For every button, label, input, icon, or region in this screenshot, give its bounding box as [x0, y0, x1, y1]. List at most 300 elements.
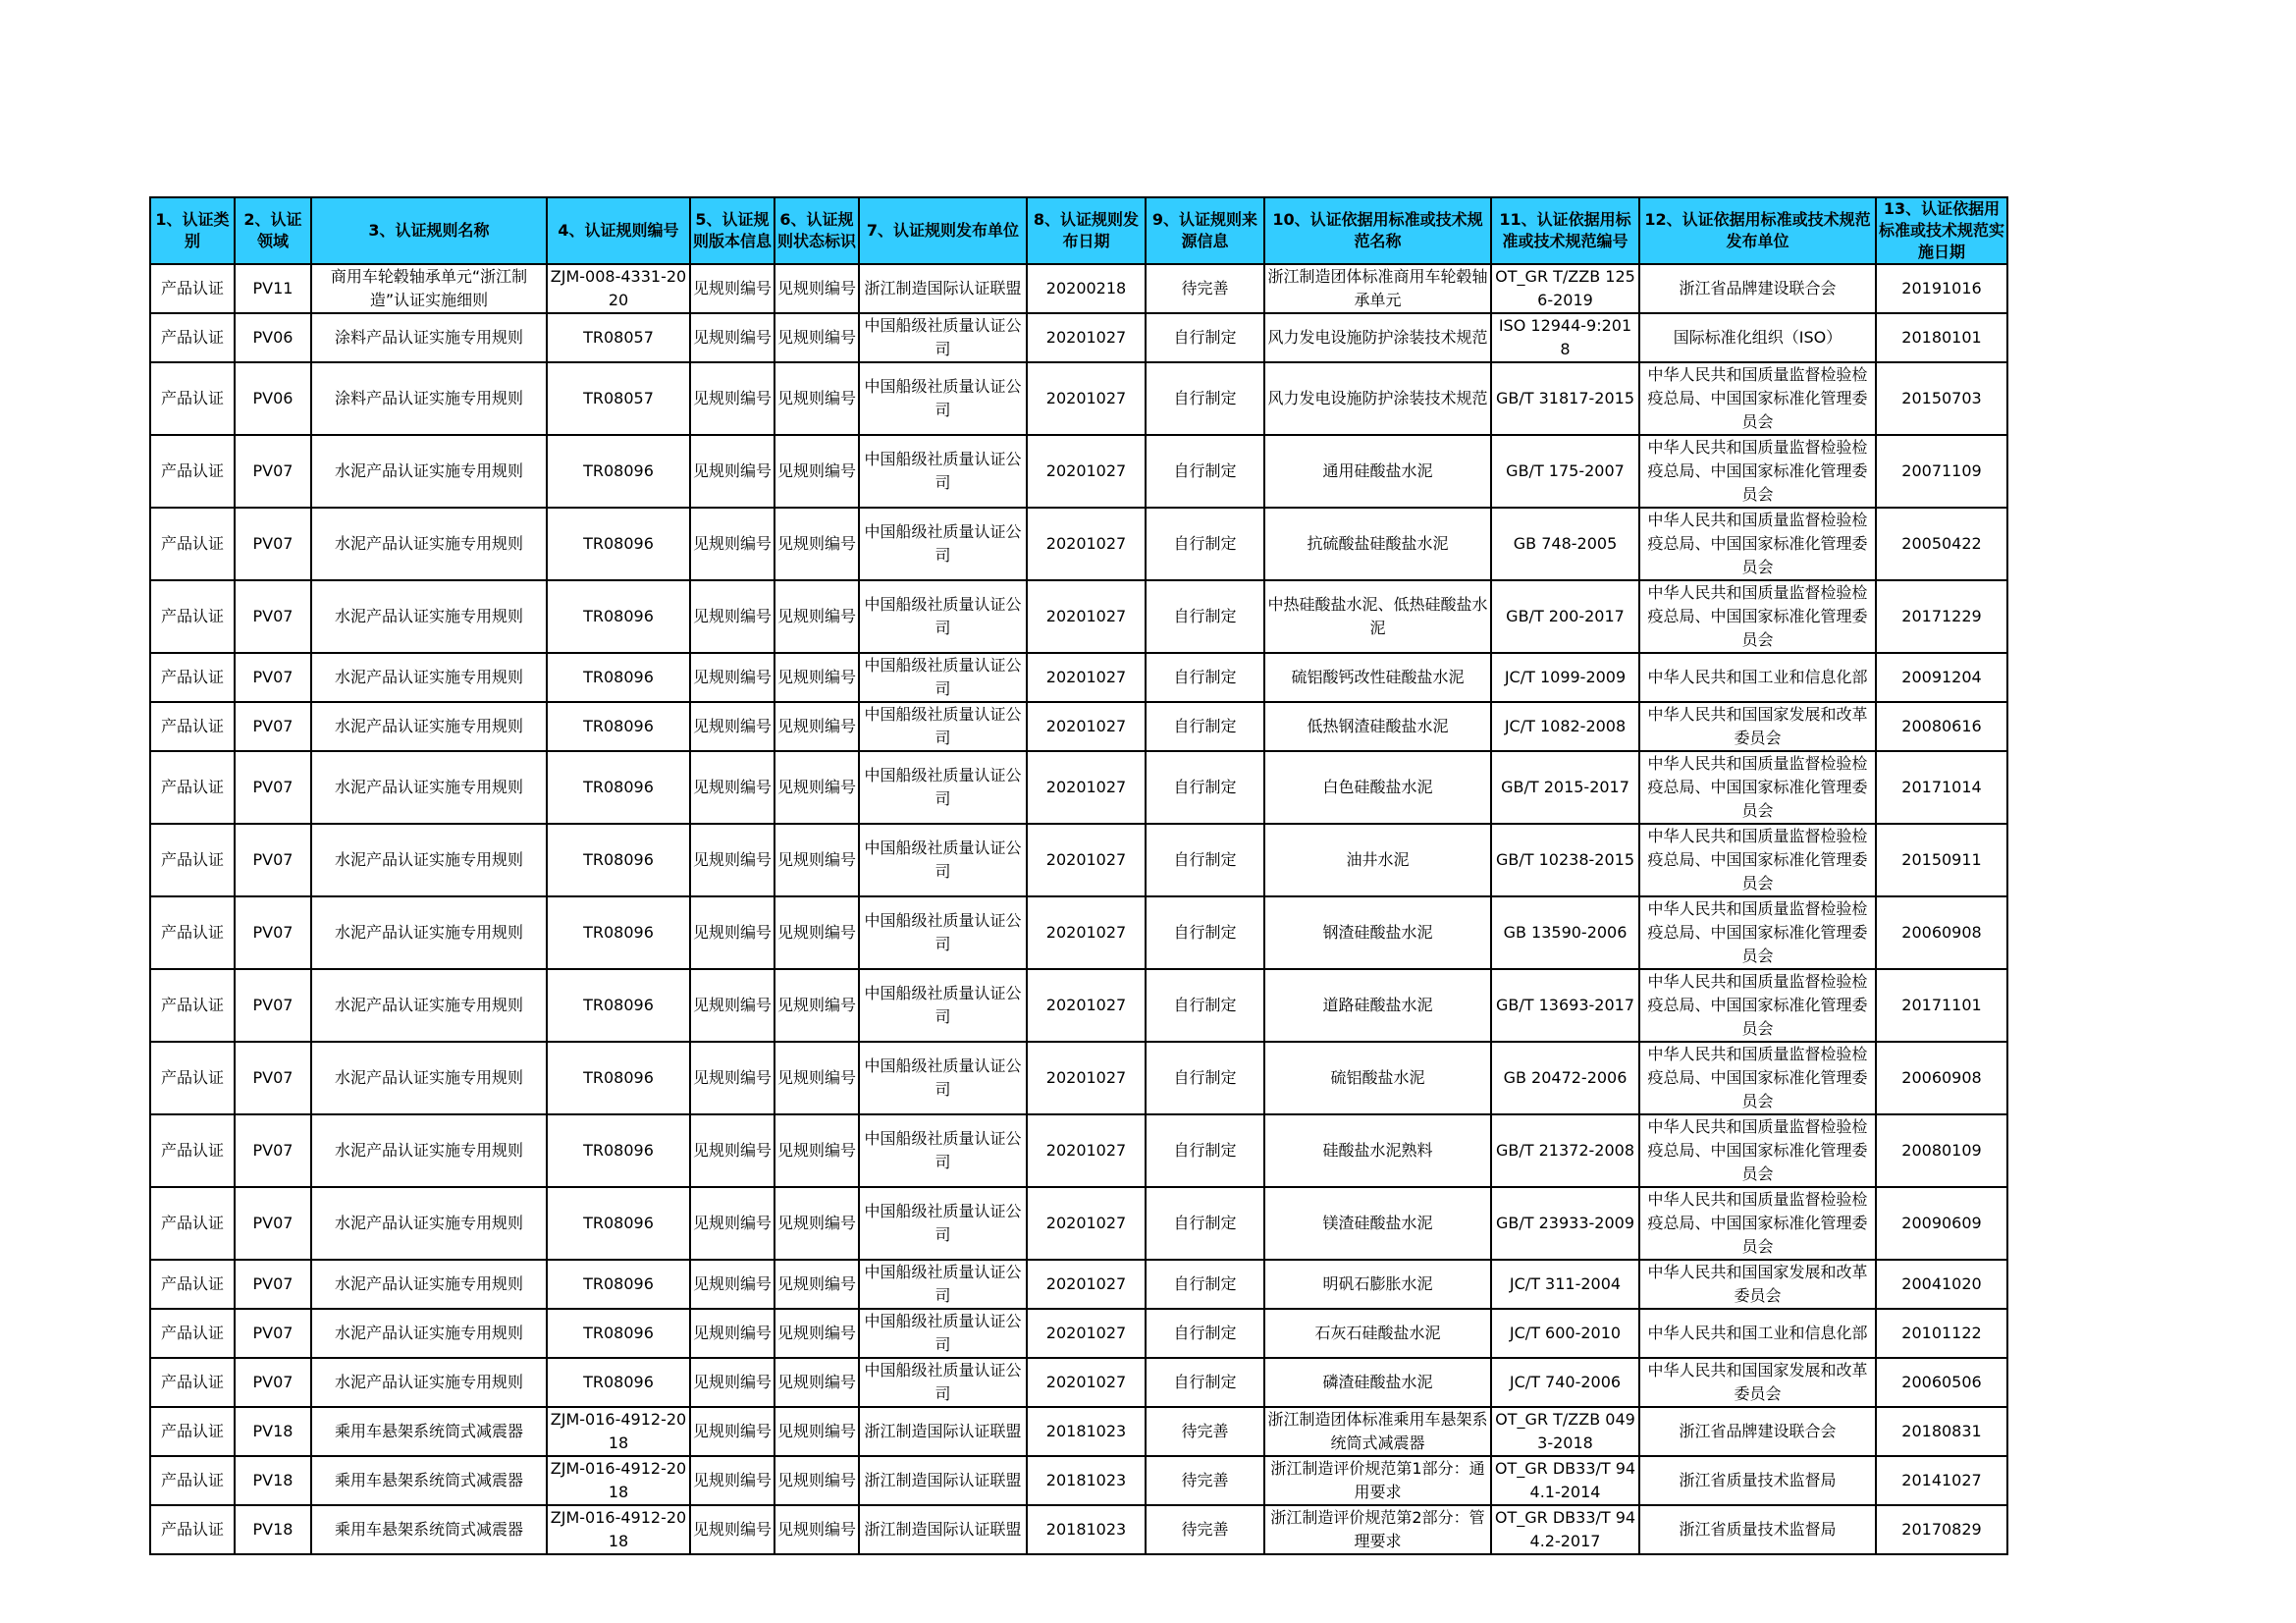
table-cell [690, 313, 774, 362]
cell-text: 20171101 [1901, 996, 1982, 1014]
cell-text: TR08057 [583, 328, 654, 347]
cell-text: 20181023 [1045, 1422, 1127, 1440]
table-cell [1264, 751, 1491, 824]
table-row [150, 264, 2007, 313]
table-cell [1146, 702, 1264, 751]
table-cell [1146, 824, 1264, 896]
cell-text: 20201027 [1045, 923, 1127, 942]
table-cell [1876, 362, 2007, 435]
table-cell [235, 969, 311, 1042]
table-cell [1639, 702, 1876, 751]
cell-text: 水泥产品认证实施专用规则 [334, 1324, 523, 1342]
certification-rules-table [149, 196, 2008, 1555]
cell-text: 水泥产品认证实施专用规则 [334, 461, 523, 480]
cell-text: 20150911 [1901, 850, 1982, 869]
table-cell [150, 580, 235, 653]
table-cell [1146, 1114, 1264, 1187]
cell-text: 产品认证 [160, 996, 224, 1014]
cell-text: GB/T 13693-2017 [1495, 996, 1634, 1014]
cell-text: 见规则编号 [693, 1471, 772, 1489]
table-row [150, 824, 2007, 896]
table-cell [1876, 969, 2007, 1042]
table-cell [1639, 1456, 1876, 1505]
cell-text: 产品认证 [160, 1520, 224, 1539]
cell-text: 20181023 [1045, 1520, 1127, 1539]
table-cell [1876, 1187, 2007, 1260]
table-row [150, 1456, 2007, 1505]
table-cell [311, 1309, 547, 1358]
table-cell [235, 751, 311, 824]
table-cell [1876, 896, 2007, 969]
table-cell [235, 702, 311, 751]
cell-text: 20201027 [1045, 1274, 1127, 1293]
table-cell [774, 896, 859, 969]
cell-text: 中国船级社质量认证公司 [864, 522, 1022, 565]
cell-text: PV07 [252, 461, 294, 480]
cell-text: 硫铝酸盐水泥 [1330, 1068, 1425, 1087]
cell-text: TR08096 [583, 1141, 654, 1160]
cell-text: GB/T 175-2007 [1506, 461, 1625, 480]
cell-text: 水泥产品认证实施专用规则 [334, 923, 523, 942]
cell-text: 20201027 [1045, 1068, 1127, 1087]
table-cell [1146, 1187, 1264, 1260]
cell-text: 20201027 [1045, 534, 1127, 553]
table-cell [1027, 1042, 1146, 1114]
cell-text: ZJM-016-4912-2018 [550, 1410, 687, 1452]
cell-text: 20071109 [1901, 461, 1982, 480]
cell-text: TR08096 [583, 1274, 654, 1293]
table-cell [1146, 362, 1264, 435]
cell-text: 见规则编号 [777, 1214, 856, 1232]
cell-text: 中华人民共和国质量监督检验检疫总局、中国国家标准化管理委员会 [1647, 899, 1868, 965]
cell-text: OT_GR T/ZZB 0493-2018 [1495, 1410, 1635, 1452]
table-cell [1264, 1505, 1491, 1554]
cell-text: JC/T 1099-2009 [1504, 668, 1627, 686]
cell-text: 见规则编号 [777, 1324, 856, 1342]
table-cell [690, 1358, 774, 1407]
table-cell [547, 1358, 690, 1407]
cell-text: 见规则编号 [777, 607, 856, 625]
table-cell [774, 435, 859, 508]
table-cell [1027, 313, 1146, 362]
cell-text: 自行制定 [1173, 850, 1237, 869]
cell-text: 见规则编号 [693, 461, 772, 480]
cell-text: 见规则编号 [693, 996, 772, 1014]
table-row [150, 969, 2007, 1042]
table-cell [859, 1505, 1027, 1554]
cell-text: TR08096 [583, 1373, 654, 1391]
table-cell [150, 435, 235, 508]
cell-text: 中国船级社质量认证公司 [864, 1263, 1022, 1305]
cell-text: 见规则编号 [693, 534, 772, 553]
cell-text: 涂料产品认证实施专用规则 [334, 328, 523, 347]
cell-text: 道路硅酸盐水泥 [1322, 996, 1433, 1014]
cell-text: 见规则编号 [777, 1373, 856, 1391]
cell-text: TR08096 [583, 1214, 654, 1232]
table-cell [1264, 1456, 1491, 1505]
cell-text: OT_GR DB33/T 944.1-2014 [1494, 1459, 1636, 1501]
table-cell [859, 508, 1027, 580]
cell-text: 20201027 [1045, 717, 1127, 735]
cell-text: 待完善 [1181, 1520, 1229, 1539]
cell-text: 中华人民共和国质量监督检验检疫总局、中国国家标准化管理委员会 [1647, 827, 1868, 893]
table-cell [1146, 751, 1264, 824]
cell-text: 产品认证 [160, 1274, 224, 1293]
cell-text: 待完善 [1181, 1471, 1229, 1489]
cell-text: 自行制定 [1173, 534, 1237, 553]
cell-text: 产品认证 [160, 1373, 224, 1391]
cell-text: 自行制定 [1173, 923, 1237, 942]
table-cell [311, 1456, 547, 1505]
cell-text: 低热钢渣硅酸盐水泥 [1307, 717, 1449, 735]
cell-text: 浙江省品牌建设联合会 [1679, 1422, 1837, 1440]
cell-text: TR08096 [583, 717, 654, 735]
cell-text: GB/T 21372-2008 [1495, 1141, 1634, 1160]
table-cell [235, 508, 311, 580]
cell-text: 20201027 [1045, 778, 1127, 796]
table-row [150, 580, 2007, 653]
cell-text: 产品认证 [160, 1068, 224, 1087]
table-cell [1146, 653, 1264, 702]
table-cell [859, 1309, 1027, 1358]
table-cell [774, 1358, 859, 1407]
table-cell [1264, 313, 1491, 362]
table-cell [150, 1187, 235, 1260]
cell-text: 中华人民共和国质量监督检验检疫总局、中国国家标准化管理委员会 [1647, 1117, 1868, 1183]
table-cell [547, 1187, 690, 1260]
cell-text: 20180101 [1901, 328, 1982, 347]
table-cell [1146, 435, 1264, 508]
table-cell [311, 702, 547, 751]
table-cell [1146, 1456, 1264, 1505]
table-cell [1027, 969, 1146, 1042]
table-cell [1146, 1407, 1264, 1456]
table-cell [1876, 264, 2007, 313]
table-cell [311, 1260, 547, 1309]
cell-text: 中华人民共和国国家发展和改革委员会 [1647, 1263, 1868, 1305]
cell-text: 石灰石硅酸盐水泥 [1314, 1324, 1441, 1342]
table-row [150, 702, 2007, 751]
table-cell [150, 824, 235, 896]
table-cell [1264, 1407, 1491, 1456]
cell-text: 商用车轮毂轴承单元“浙江制造”认证实施细则 [330, 267, 528, 309]
cell-text: PV07 [252, 717, 294, 735]
header-row [150, 197, 2007, 264]
cell-text: 20201027 [1045, 607, 1127, 625]
table-cell [859, 1187, 1027, 1260]
table-cell [150, 508, 235, 580]
table-cell [150, 896, 235, 969]
cell-text: 20201027 [1045, 1324, 1127, 1342]
cell-text: 中华人民共和国质量监督检验检疫总局、中国国家标准化管理委员会 [1647, 1045, 1868, 1110]
table-cell [235, 1309, 311, 1358]
table-cell [1876, 1260, 2007, 1309]
table-cell [1491, 896, 1639, 969]
table-cell [774, 653, 859, 702]
table-row [150, 1407, 2007, 1456]
cell-text: 20141027 [1901, 1471, 1982, 1489]
table-cell [859, 1260, 1027, 1309]
cell-text: 中国船级社质量认证公司 [864, 839, 1022, 881]
cell-text: 硅酸盐水泥熟料 [1322, 1141, 1433, 1160]
cell-text: 20060908 [1901, 923, 1982, 942]
cell-text: 硫铝酸钙改性硅酸盐水泥 [1291, 668, 1465, 686]
cell-text: 中华人民共和国质量监督检验检疫总局、中国国家标准化管理委员会 [1647, 754, 1868, 820]
table-cell [150, 702, 235, 751]
cell-text: 见规则编号 [777, 461, 856, 480]
table-cell [150, 751, 235, 824]
table-cell [1491, 1114, 1639, 1187]
table-cell [235, 580, 311, 653]
table-cell [547, 896, 690, 969]
table-cell [235, 1358, 311, 1407]
table-cell [774, 1309, 859, 1358]
table-cell [1027, 1114, 1146, 1187]
table-row [150, 653, 2007, 702]
cell-text: 见规则编号 [777, 1141, 856, 1160]
cell-text: 水泥产品认证实施专用规则 [334, 668, 523, 686]
cell-text: 中热硅酸盐水泥、低热硅酸盐水泥 [1267, 595, 1488, 637]
table-cell [311, 969, 547, 1042]
table-cell [547, 1505, 690, 1554]
cell-text: 浙江制造评价规范第1部分：通用要求 [1270, 1459, 1485, 1501]
table-cell [1876, 435, 2007, 508]
table-row [150, 1309, 2007, 1358]
cell-text: 见规则编号 [777, 1422, 856, 1440]
column-header: 13、认证依据用标准或技术规范实施日期 [1876, 197, 2007, 264]
table-cell [150, 1114, 235, 1187]
table-cell [690, 1042, 774, 1114]
cell-text: ZJM-016-4912-2018 [550, 1459, 687, 1501]
table-cell [1639, 313, 1876, 362]
cell-text: PV07 [252, 1068, 294, 1087]
cell-text: PV07 [252, 1274, 294, 1293]
cell-text: 国际标准化组织（ISO） [1673, 328, 1842, 347]
cell-text: PV07 [252, 996, 294, 1014]
table-cell [859, 702, 1027, 751]
cell-text: 见规则编号 [693, 850, 772, 869]
cell-text: PV07 [252, 668, 294, 686]
cell-text: 中国船级社质量认证公司 [864, 1312, 1022, 1354]
cell-text: PV06 [252, 389, 294, 407]
table-cell [311, 1042, 547, 1114]
cell-text: 通用硅酸盐水泥 [1322, 461, 1433, 480]
table-cell [859, 313, 1027, 362]
table-cell [235, 1505, 311, 1554]
cell-text: 见规则编号 [693, 923, 772, 942]
cell-text: 见规则编号 [693, 1141, 772, 1160]
table-cell [547, 1260, 690, 1309]
table-cell [1264, 1309, 1491, 1358]
table-cell [1027, 1358, 1146, 1407]
cell-text: 水泥产品认证实施专用规则 [334, 607, 523, 625]
cell-text: OT_GR T/ZZB 1256-2019 [1495, 267, 1635, 309]
table-cell [547, 1114, 690, 1187]
cell-text: 20171014 [1901, 778, 1982, 796]
cell-text: 水泥产品认证实施专用规则 [334, 717, 523, 735]
cell-text: 见规则编号 [777, 668, 856, 686]
table-row [150, 435, 2007, 508]
table-cell [1146, 508, 1264, 580]
table-cell [1876, 1407, 2007, 1456]
table-cell [774, 264, 859, 313]
cell-text: ISO 12944-9:2018 [1498, 316, 1632, 358]
table-cell [235, 1407, 311, 1456]
cell-text: 见规则编号 [693, 1422, 772, 1440]
cell-text: 见规则编号 [693, 389, 772, 407]
table-cell [859, 824, 1027, 896]
table-cell [311, 653, 547, 702]
table-cell [547, 653, 690, 702]
column-header: 1、认证类别 [150, 197, 235, 264]
table-cell [1876, 1505, 2007, 1554]
table-cell [235, 313, 311, 362]
cell-text: 浙江制造国际认证联盟 [864, 1471, 1022, 1489]
cell-text: 20041020 [1901, 1274, 1982, 1293]
table-cell [1639, 751, 1876, 824]
cell-text: 中国船级社质量认证公司 [864, 450, 1022, 492]
cell-text: PV07 [252, 923, 294, 942]
cell-text: GB 13590-2006 [1503, 923, 1628, 942]
table-cell [859, 1358, 1027, 1407]
table-cell [690, 1505, 774, 1554]
table-cell [1639, 1260, 1876, 1309]
cell-text: 待完善 [1181, 279, 1229, 298]
table-cell [150, 653, 235, 702]
table-cell [311, 1114, 547, 1187]
table-cell [1491, 1187, 1639, 1260]
table-body [150, 264, 2007, 1554]
table-cell [311, 313, 547, 362]
cell-text: 见规则编号 [693, 717, 772, 735]
cell-text: GB 748-2005 [1513, 534, 1618, 553]
table-cell [1491, 1456, 1639, 1505]
cell-text: 中国船级社质量认证公司 [864, 656, 1022, 698]
table-cell [1027, 1407, 1146, 1456]
table-row [150, 362, 2007, 435]
cell-text: 自行制定 [1173, 668, 1237, 686]
table-cell [1876, 580, 2007, 653]
cell-text: 见规则编号 [693, 1520, 772, 1539]
table-row [150, 508, 2007, 580]
table-cell [235, 1187, 311, 1260]
table-cell [1639, 508, 1876, 580]
table-row [150, 751, 2007, 824]
cell-text: 自行制定 [1173, 1274, 1237, 1293]
cell-text: 产品认证 [160, 607, 224, 625]
table-cell [311, 1187, 547, 1260]
table-cell [1264, 435, 1491, 508]
table-cell [859, 1456, 1027, 1505]
table-cell [1027, 1505, 1146, 1554]
table-cell [235, 896, 311, 969]
table-cell [690, 264, 774, 313]
cell-text: TR08096 [583, 1068, 654, 1087]
cell-text: 浙江制造评价规范第2部分：管理要求 [1270, 1508, 1485, 1550]
table-cell [774, 1042, 859, 1114]
table-cell [1491, 580, 1639, 653]
cell-text: 中国船级社质量认证公司 [864, 316, 1022, 358]
table-cell [859, 264, 1027, 313]
table-cell [1876, 653, 2007, 702]
table-cell [1264, 508, 1491, 580]
cell-text: 20191016 [1901, 279, 1982, 298]
table-cell [1146, 1260, 1264, 1309]
cell-text: 水泥产品认证实施专用规则 [334, 850, 523, 869]
table-cell [774, 702, 859, 751]
table-cell [1876, 824, 2007, 896]
cell-text: 中华人民共和国国家发展和改革委员会 [1647, 705, 1868, 747]
table-cell [1639, 653, 1876, 702]
cell-text: 20201027 [1045, 850, 1127, 869]
cell-text: 中华人民共和国工业和信息化部 [1647, 1324, 1868, 1342]
cell-text: 见规则编号 [693, 328, 772, 347]
table-cell [235, 1114, 311, 1187]
cell-text: PV18 [252, 1471, 294, 1489]
cell-text: 见规则编号 [693, 1324, 772, 1342]
table-cell [1876, 1456, 2007, 1505]
column-header: 6、认证规则状态标识 [774, 197, 859, 264]
table-cell [1264, 653, 1491, 702]
table-cell [1264, 824, 1491, 896]
cell-text: 自行制定 [1173, 778, 1237, 796]
cell-text: 产品认证 [160, 1324, 224, 1342]
cell-text: ZJM-016-4912-2018 [550, 1508, 687, 1550]
cell-text: 产品认证 [160, 778, 224, 796]
cell-text: 自行制定 [1173, 389, 1237, 407]
table-cell [1491, 702, 1639, 751]
table-cell [1264, 1187, 1491, 1260]
cell-text: TR08096 [583, 668, 654, 686]
cell-text: 中国船级社质量认证公司 [864, 1056, 1022, 1099]
cell-text: OT_GR DB33/T 944.2-2017 [1494, 1508, 1636, 1550]
cell-text: 水泥产品认证实施专用规则 [334, 1068, 523, 1087]
cell-text: 涂料产品认证实施专用规则 [334, 389, 523, 407]
table-cell [547, 508, 690, 580]
cell-text: TR08096 [583, 778, 654, 796]
table-cell [1146, 313, 1264, 362]
cell-text: TR08096 [583, 850, 654, 869]
table-cell [1491, 508, 1639, 580]
cell-text: 待完善 [1181, 1422, 1229, 1440]
cell-text: 20101122 [1901, 1324, 1982, 1342]
table-cell [547, 264, 690, 313]
cell-text: PV07 [252, 778, 294, 796]
cell-text: 中国船级社质量认证公司 [864, 377, 1022, 419]
table-cell [311, 824, 547, 896]
cell-text: 风力发电设施防护涂装技术规范 [1267, 328, 1488, 347]
cell-text: 20201027 [1045, 996, 1127, 1014]
cell-text: 中华人民共和国质量监督检验检疫总局、中国国家标准化管理委员会 [1647, 511, 1868, 576]
cell-text: 20150703 [1901, 389, 1982, 407]
cell-text: 20060908 [1901, 1068, 1982, 1087]
cell-text: 产品认证 [160, 717, 224, 735]
table-cell [547, 969, 690, 1042]
cell-text: 产品认证 [160, 668, 224, 686]
table-cell [311, 1358, 547, 1407]
cell-text: JC/T 600-2010 [1509, 1324, 1622, 1342]
table-cell [774, 313, 859, 362]
table-cell [547, 580, 690, 653]
cell-text: 自行制定 [1173, 1068, 1237, 1087]
cell-text: 见规则编号 [693, 668, 772, 686]
table-cell [547, 1309, 690, 1358]
table-cell [774, 1505, 859, 1554]
table-cell [690, 1456, 774, 1505]
cell-text: 产品认证 [160, 850, 224, 869]
table-cell [1027, 362, 1146, 435]
cell-text: 中国船级社质量认证公司 [864, 595, 1022, 637]
